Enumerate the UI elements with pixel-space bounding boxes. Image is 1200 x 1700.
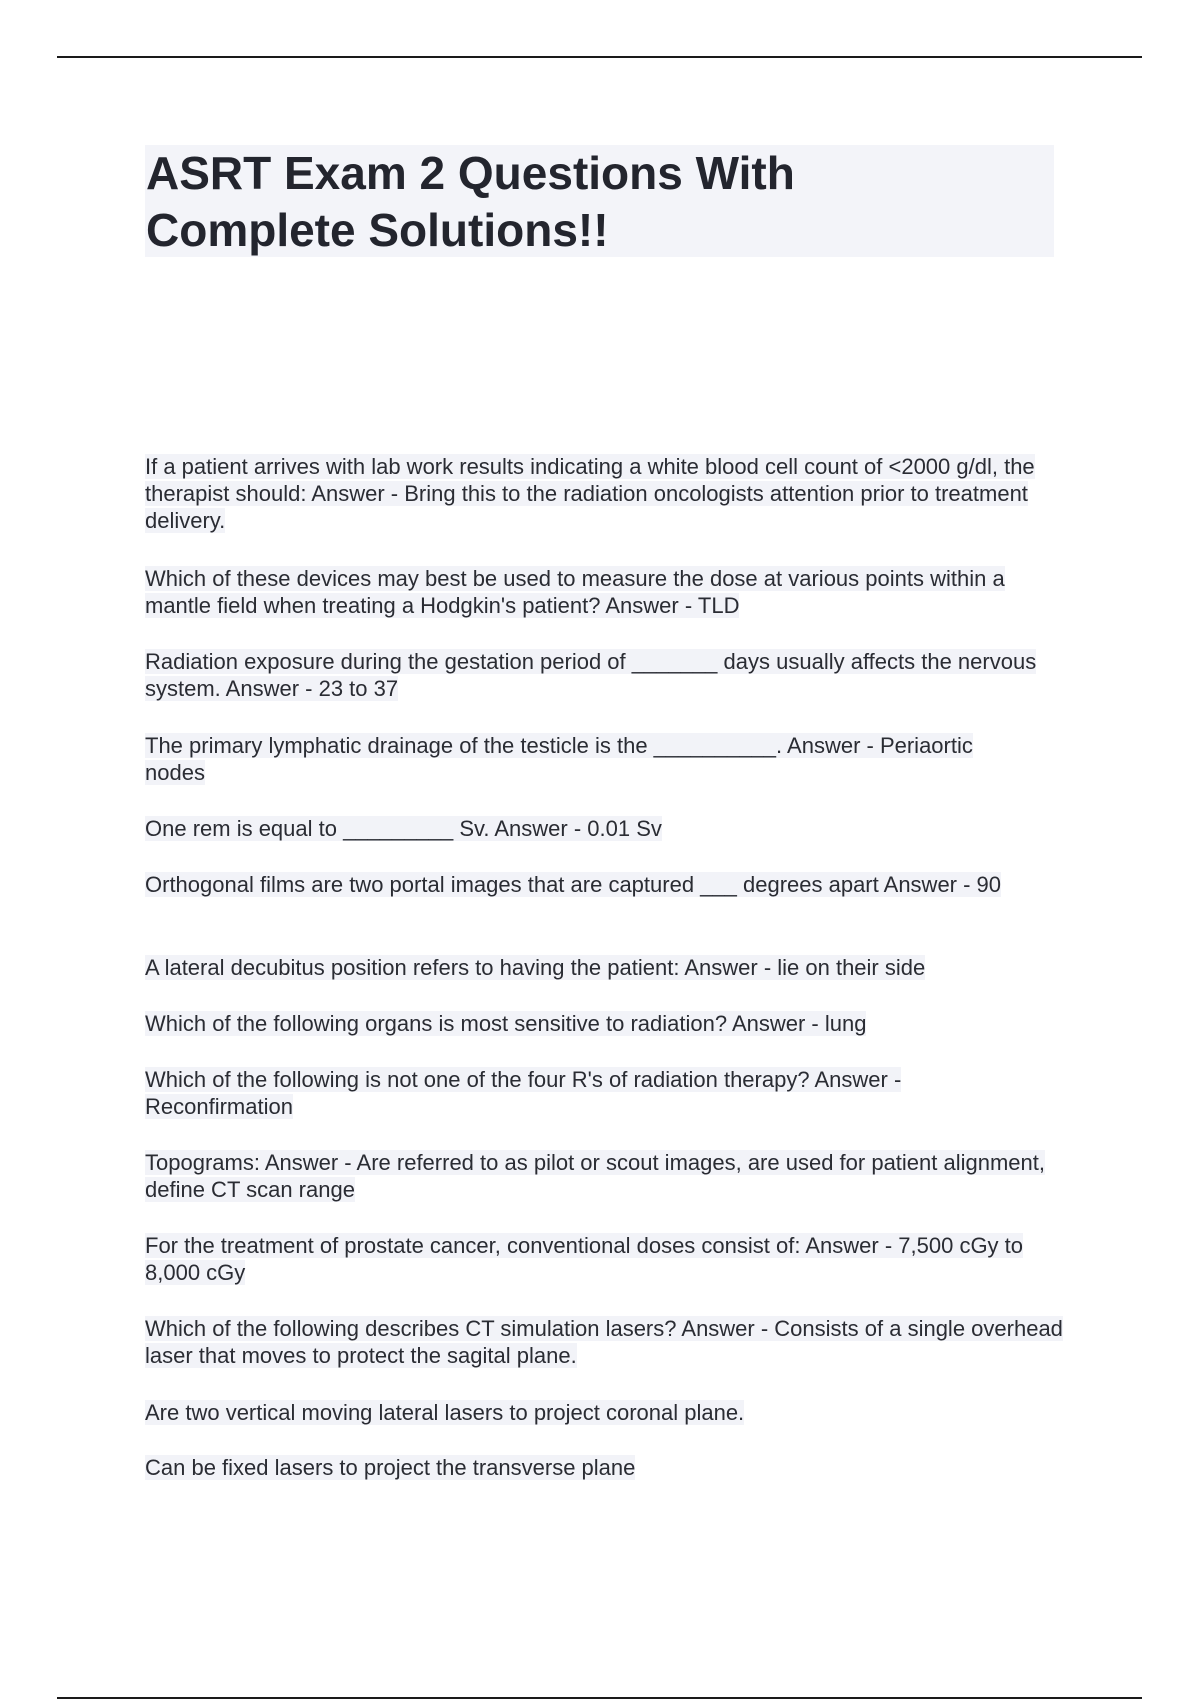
qa-item: [145, 732, 985, 786]
qa-text: Which of the following is not one of the four R's of radiation therapy? Answer - Reconfirmation: [145, 1067, 902, 1119]
bottom-rule: [57, 1697, 1142, 1699]
qa-text: If a patient arrives with lab work results indicating a white blood cell count of <2000 g/dl, the therapist should: Answer - Bring this to the radiation oncologists attention prior to treatment delivery.: [145, 454, 1035, 533]
qa-item: [145, 1454, 1045, 1481]
qa-item: [145, 565, 1045, 619]
qa-text: Topograms: Answer - Are referred to as pilot or scout images, are used for patient alignment, define CT scan range: [145, 1150, 1046, 1202]
qa-text: Which of these devices may best be used to measure the dose at various points within a mantle field when treating a Hodgkin's patient? Answer - TLD: [145, 566, 1005, 618]
qa-item: [145, 1010, 1045, 1037]
title-block: [145, 145, 1054, 257]
qa-item: [145, 871, 1065, 898]
qa-item: [145, 954, 1045, 981]
qa-item: [145, 1315, 1065, 1369]
qa-item: [145, 1149, 1045, 1203]
qa-text: Radiation exposure during the gestation period of _______ days usually affects the nervous system. Answer - 23 to 37: [145, 649, 1037, 701]
qa-item: [145, 815, 1045, 842]
qa-text: Which of the following describes CT simulation lasers? Answer - Consists of a single overhead laser that moves to protect the sagital plane.: [145, 1316, 1063, 1368]
qa-item: [145, 1066, 1005, 1120]
title-line-2: Complete Solutions!!: [146, 204, 609, 256]
qa-text: Which of the following organs is most sensitive to radiation? Answer - lung: [145, 1011, 867, 1036]
qa-text: Can be fixed lasers to project the transverse plane: [145, 1455, 636, 1480]
qa-item: [145, 1232, 1045, 1286]
qa-text: Are two vertical moving lateral lasers to project coronal plane.: [145, 1400, 745, 1425]
qa-text: The primary lymphatic drainage of the testicle is the __________. Answer - Periaortic nodes: [145, 733, 973, 785]
top-rule: [57, 56, 1142, 58]
qa-item: [145, 1399, 1045, 1426]
qa-text: For the treatment of prostate cancer, conventional doses consist of: Answer - 7,500 cGy to 8,000 cGy: [145, 1233, 1024, 1285]
qa-item: [145, 648, 1045, 702]
qa-text: Orthogonal films are two portal images that are captured ___ degrees apart Answer - 90: [145, 872, 1002, 897]
document-title: [145, 145, 1054, 259]
title-line-1: ASRT Exam 2 Questions With: [146, 147, 795, 199]
qa-item: [145, 453, 1045, 534]
qa-text: A lateral decubitus position refers to having the patient: Answer - lie on their side: [145, 955, 926, 980]
qa-text: One rem is equal to _________ Sv. Answer - 0.01 Sv: [145, 816, 662, 841]
